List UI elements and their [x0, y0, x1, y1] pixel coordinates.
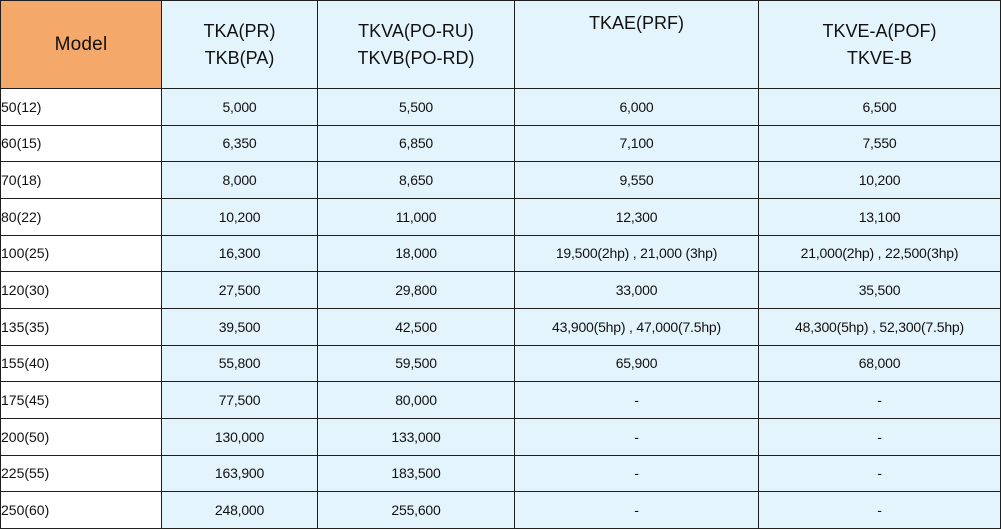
price-cell-tka: 5,000	[162, 89, 318, 126]
column-header-line: TKB(PA)	[204, 47, 275, 68]
table-row	[1, 455, 1001, 492]
price-cell-tkva: 18,000	[318, 235, 515, 272]
model-cell: 100(25)	[1, 235, 162, 272]
price-cell-tkve: 21,000(2hp) , 22,500(3hp)	[759, 235, 1001, 272]
price-cell-tkae: 12,300	[515, 198, 759, 235]
price-cell-tkae: -	[515, 455, 759, 492]
price-cell-tkve: 10,200	[759, 162, 1001, 199]
column-header-tkae	[515, 1, 759, 89]
price-cell-tkva: 80,000	[318, 382, 515, 419]
column-header-line: TKVE-B	[846, 47, 912, 68]
price-cell-tkva: 6,850	[318, 125, 515, 162]
price-cell-tkae: 65,900	[515, 345, 759, 382]
model-cell: 225(55)	[1, 455, 162, 492]
price-cell-tka: 39,500	[162, 308, 318, 345]
price-cell-tkve: -	[759, 418, 1001, 455]
price-cell-tkae: -	[515, 418, 759, 455]
price-cell-tka: 10,200	[162, 198, 318, 235]
table-row	[1, 345, 1001, 382]
model-cell: 50(12)	[1, 89, 162, 126]
price-cell-tkve: 7,550	[759, 125, 1001, 162]
column-header-tkva	[318, 1, 515, 89]
price-cell-tkva: 183,500	[318, 455, 515, 492]
table-row	[1, 492, 1001, 529]
model-cell: 70(18)	[1, 162, 162, 199]
price-cell-tkve: -	[759, 492, 1001, 529]
price-cell-tkae: -	[515, 382, 759, 419]
price-cell-tkva: 8,650	[318, 162, 515, 199]
price-cell-tka: 248,000	[162, 492, 318, 529]
price-cell-tkae: -	[515, 492, 759, 529]
table-body	[1, 89, 1001, 529]
model-cell: 155(40)	[1, 345, 162, 382]
model-cell: 200(50)	[1, 418, 162, 455]
price-cell-tkae: 7,100	[515, 125, 759, 162]
model-header: Model	[1, 1, 162, 89]
price-cell-tka: 130,000	[162, 418, 318, 455]
model-cell: 175(45)	[1, 382, 162, 419]
price-cell-tkva: 11,000	[318, 198, 515, 235]
price-cell-tkae: 9,550	[515, 162, 759, 199]
price-cell-tka: 27,500	[162, 272, 318, 309]
price-cell-tkve: 68,000	[759, 345, 1001, 382]
price-cell-tkve: 13,100	[759, 198, 1001, 235]
table-row	[1, 272, 1001, 309]
price-cell-tkva: 5,500	[318, 89, 515, 126]
model-cell: 80(22)	[1, 198, 162, 235]
price-cell-tkva: 42,500	[318, 308, 515, 345]
price-cell-tkae: 33,000	[515, 272, 759, 309]
column-header-line: TKVE-A(POF)	[822, 20, 937, 41]
price-cell-tka: 6,350	[162, 125, 318, 162]
price-cell-tkva: 29,800	[318, 272, 515, 309]
column-header-line: TKVB(PO-RD)	[357, 47, 475, 68]
model-cell: 120(30)	[1, 272, 162, 309]
price-cell-tkve: -	[759, 382, 1001, 419]
column-header-line: TKAE(PRF)	[588, 13, 684, 33]
price-cell-tkva: 255,600	[318, 492, 515, 529]
price-cell-tkve: -	[759, 455, 1001, 492]
price-cell-tkae: 6,000	[515, 89, 759, 126]
price-cell-tkva: 59,500	[318, 345, 515, 382]
table-row	[1, 308, 1001, 345]
price-cell-tkve: 6,500	[759, 89, 1001, 126]
price-cell-tka: 8,000	[162, 162, 318, 199]
table-row	[1, 418, 1001, 455]
price-cell-tka: 77,500	[162, 382, 318, 419]
model-cell: 60(15)	[1, 125, 162, 162]
table-row	[1, 198, 1001, 235]
column-header-line: TKA(PR)	[203, 20, 276, 41]
table-row	[1, 382, 1001, 419]
model-cell: 250(60)	[1, 492, 162, 529]
price-cell-tka: 163,900	[162, 455, 318, 492]
column-header-tka	[162, 1, 318, 89]
price-cell-tka: 55,800	[162, 345, 318, 382]
table-row	[1, 125, 1001, 162]
model-cell: 135(35)	[1, 308, 162, 345]
column-header-line: TKVA(PO-RU)	[358, 20, 474, 41]
price-cell-tkae: 43,900(5hp) , 47,000(7.5hp)	[515, 308, 759, 345]
column-header-tkve	[759, 1, 1001, 89]
price-cell-tkve: 48,300(5hp) , 52,300(7.5hp)	[759, 308, 1001, 345]
header-row	[1, 1, 1001, 89]
price-cell-tkae: 19,500(2hp) , 21,000 (3hp)	[515, 235, 759, 272]
table-row	[1, 162, 1001, 199]
price-cell-tkve: 35,500	[759, 272, 1001, 309]
price-cell-tka: 16,300	[162, 235, 318, 272]
table-row	[1, 89, 1001, 126]
price-cell-tkva: 133,000	[318, 418, 515, 455]
table-row	[1, 235, 1001, 272]
